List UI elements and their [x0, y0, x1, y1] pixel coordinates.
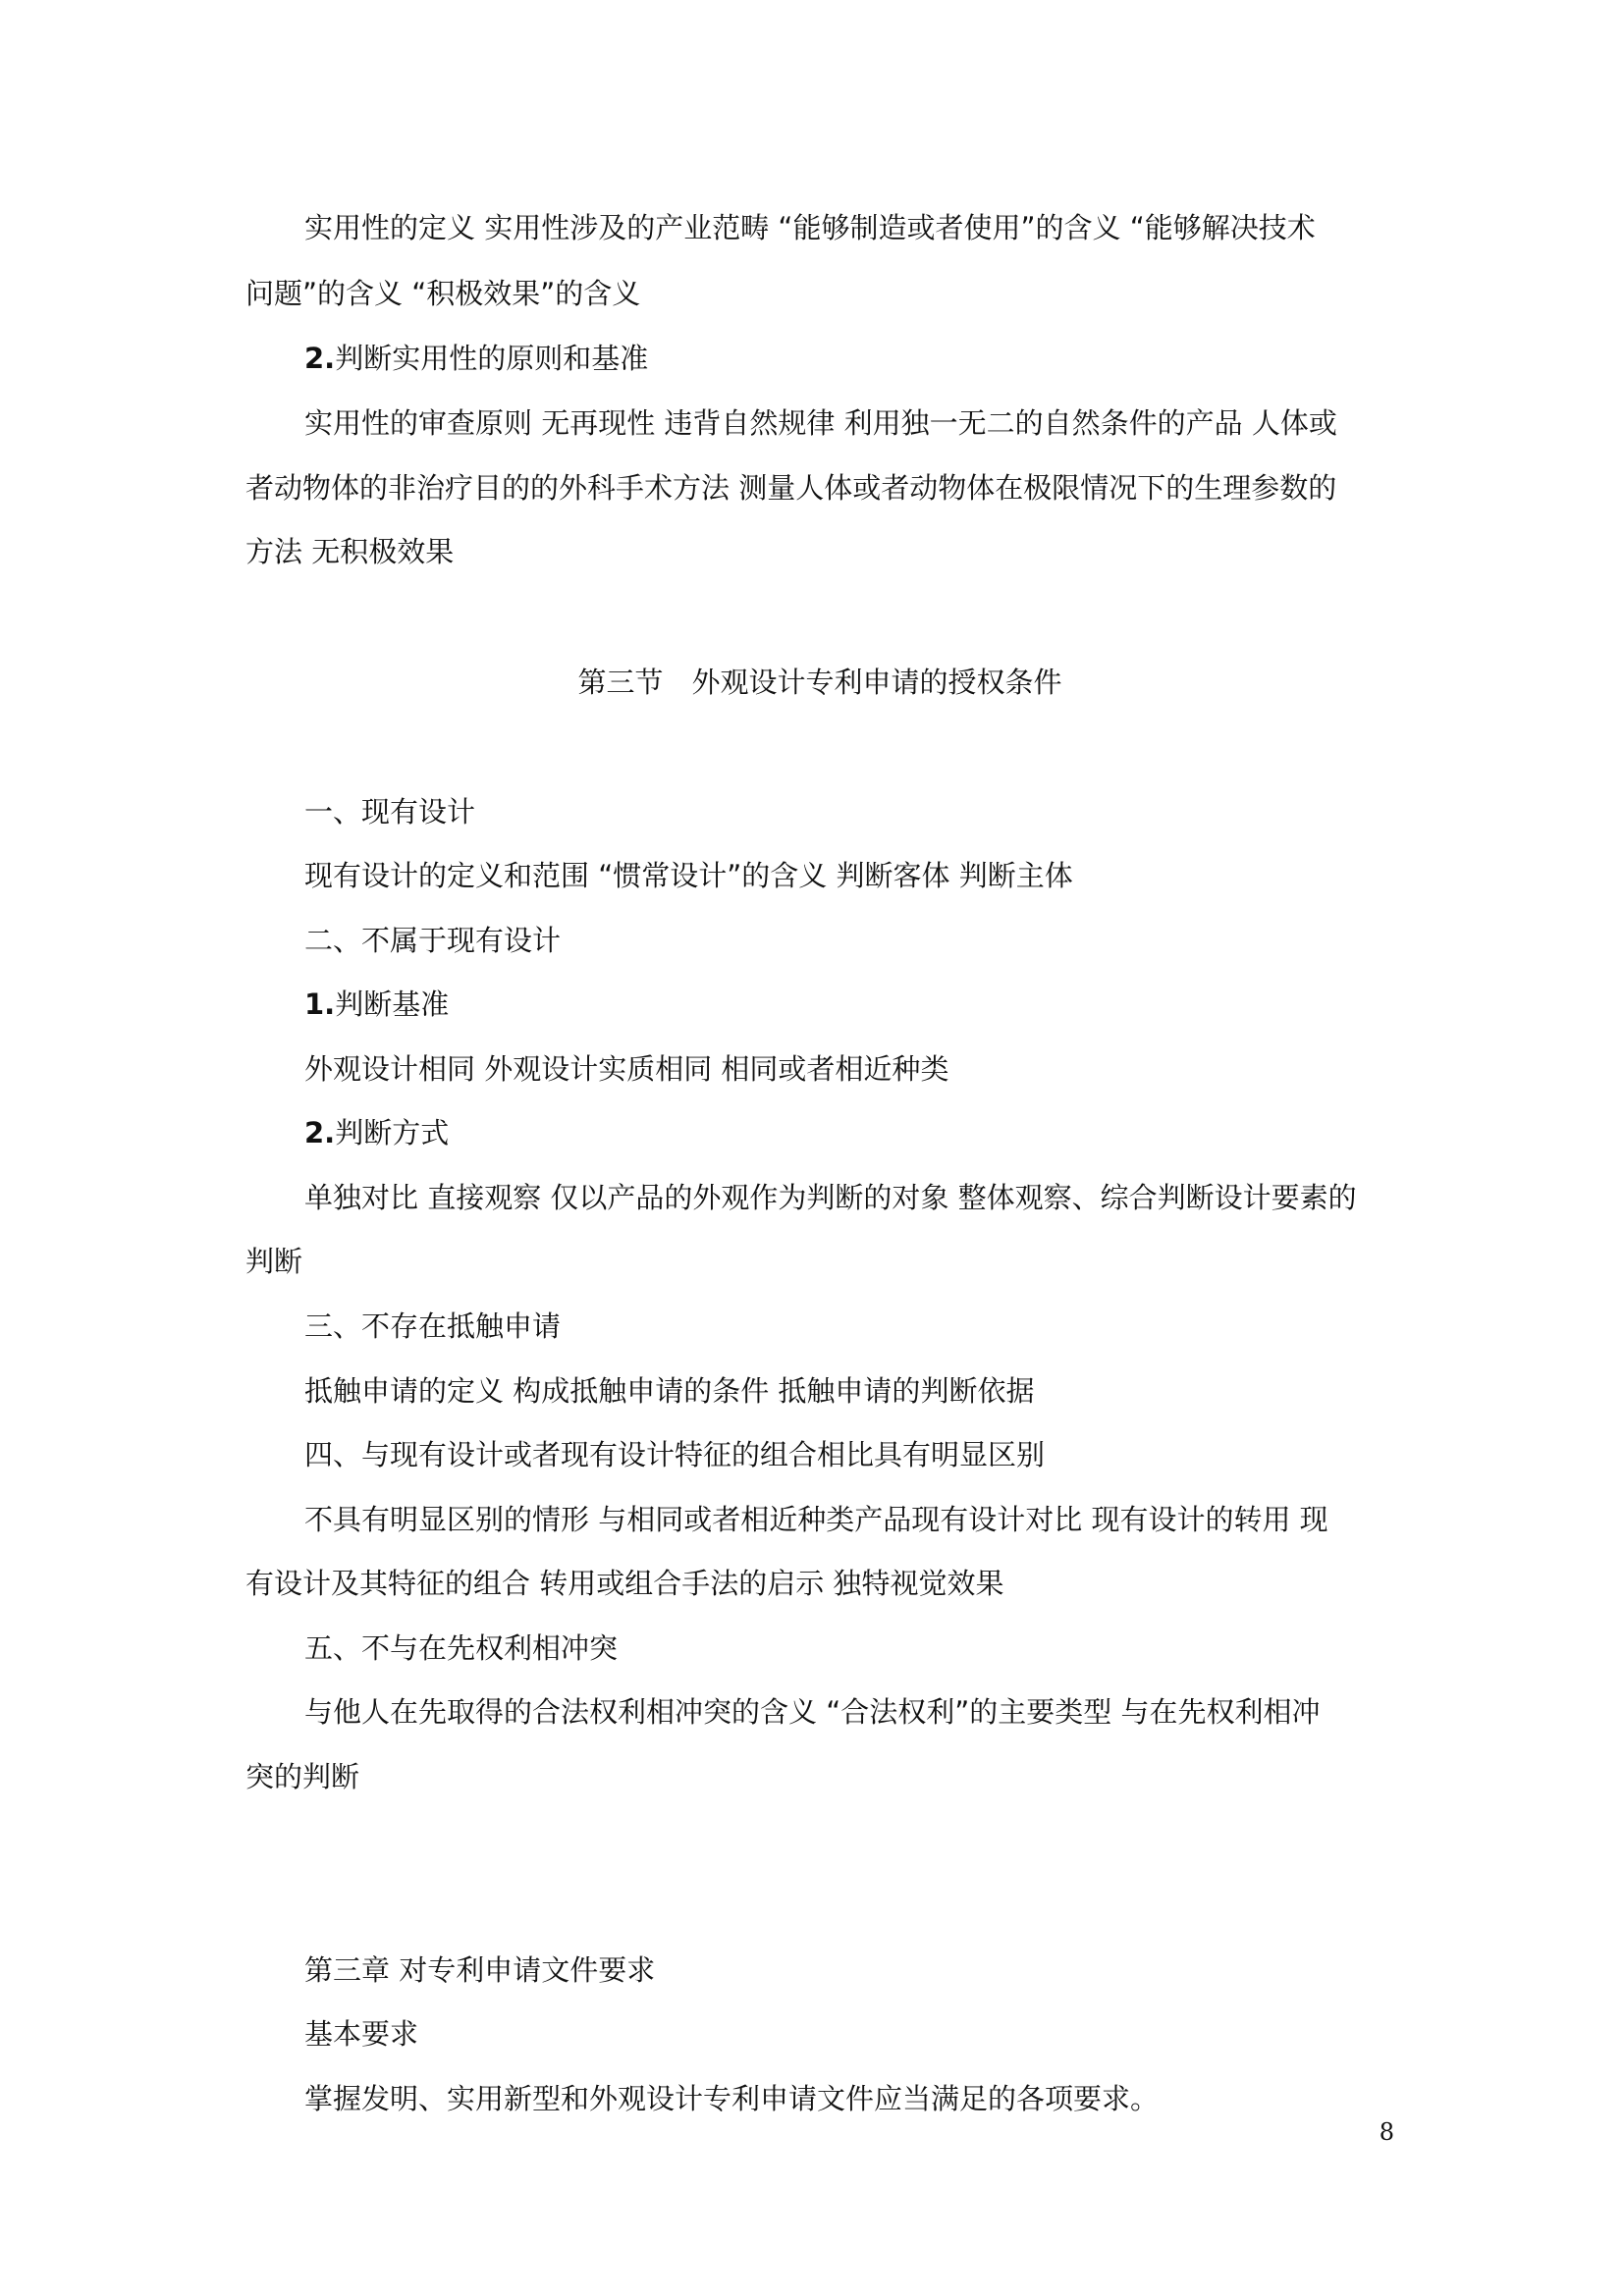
section-heading: 三、不存在抵触申请	[304, 1309, 562, 1343]
paragraph-line: 实用性的审查原则 无再现性 违背自然规律 利用独一无二的自然条件的产品 人体或	[304, 406, 1337, 440]
subheading-number: 2.	[304, 1116, 336, 1149]
paragraph-line: 突的判断	[245, 1760, 360, 1793]
paragraph-line: 单独对比 直接观察 仅以产品的外观作为判断的对象 整体观察、综合判断设计要素的	[304, 1181, 1357, 1214]
paragraph-line: 掌握发明、实用新型和外观设计专利申请文件应当满足的各项要求。	[304, 2082, 1160, 2115]
subheading-number: 2.	[304, 342, 336, 375]
paragraph-line: 现有设计的定义和范围 “惯常设计”的含义 判断客体 判断主体	[304, 859, 1073, 892]
section-heading: 二、不属于现有设计	[304, 924, 562, 957]
paragraph-line: 外观设计相同 外观设计实质相同 相同或者相近种类	[304, 1052, 949, 1086]
subheading	[245, 339, 1394, 378]
section-heading: 四、与现有设计或者现有设计特征的组合相比具有明显区别	[304, 1438, 1046, 1471]
section-title: 第三节 外观设计专利申请的授权条件	[577, 666, 1062, 699]
paragraph-line: 不具有明显区别的情形 与相同或者相近种类产品现有设计对比 现有设计的转用 现	[304, 1503, 1328, 1536]
subheading-number: 1.	[304, 988, 336, 1021]
subheading-text: 判断实用性的原则和基准	[335, 342, 649, 375]
chapter-title: 第三章 对专利申请文件要求	[304, 1953, 656, 1987]
section-heading: 基本要求	[304, 2017, 419, 2051]
paragraph-line: 与他人在先取得的合法权利相冲突的含义 “合法权利”的主要类型 与在先权利相冲	[304, 1695, 1321, 1729]
section-heading: 五、不与在先权利相冲突	[304, 1631, 619, 1665]
subheading-text: 判断基准	[335, 988, 450, 1021]
subheading	[245, 985, 1394, 1024]
paragraph-line: 问题”的含义 “积极效果”的含义	[245, 277, 641, 310]
section-heading: 一、现有设计	[304, 795, 476, 828]
paragraph-line: 实用性的定义 实用性涉及的产业范畴 “能够制造或者使用”的含义 “能够解决技术	[304, 211, 1316, 244]
paragraph-line: 者动物体的非治疗目的的外科手术方法 测量人体或者动物体在极限情况下的生理参数的	[245, 471, 1337, 505]
paragraph-line: 判断	[245, 1245, 303, 1278]
paragraph-line: 方法 无积极效果	[245, 535, 455, 568]
paragraph-line: 有设计及其特征的组合 转用或组合手法的启示 独特视觉效果	[245, 1567, 1004, 1600]
subheading	[245, 1113, 1394, 1152]
subheading-text: 判断方式	[335, 1116, 450, 1149]
paragraph-line: 抵触申请的定义 构成抵触申请的条件 抵触申请的判断依据	[304, 1374, 1035, 1408]
page-number: 8	[1379, 2118, 1394, 2146]
